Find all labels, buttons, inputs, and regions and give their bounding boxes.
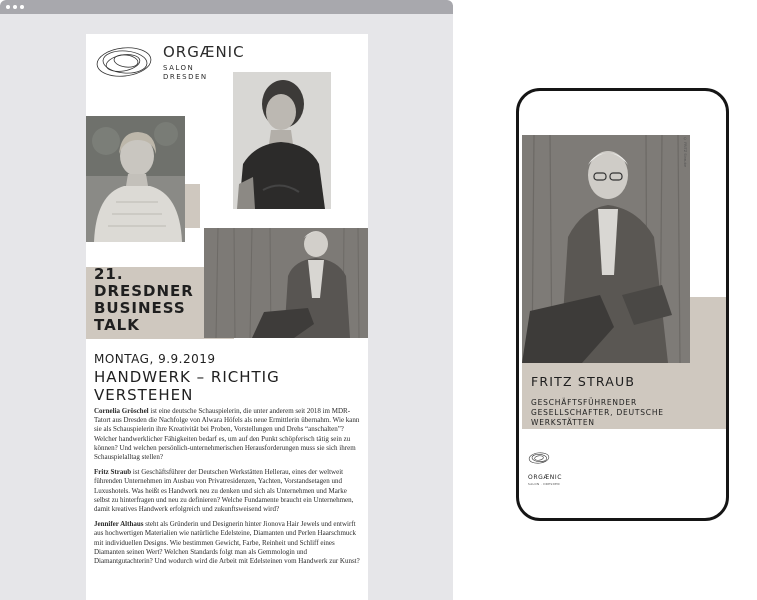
- orgaenic-logo-icon: [94, 42, 154, 82]
- speaker-role: GESCHÄFTSFÜHRENDER GESELLSCHAFTER, DEUTSCHE WERKSTÄTTEN: [531, 398, 664, 427]
- speaker-name: Jennifer Althaus: [94, 520, 144, 529]
- window-dot-icon[interactable]: [6, 5, 10, 9]
- event-title: 21. DRESDNER BUSINESS TALK: [94, 265, 194, 334]
- portrait-fritz-straub: [204, 228, 368, 338]
- photo-credit: © FRITZ Straube: [683, 137, 687, 168]
- orgaenic-logo-icon: [528, 450, 550, 466]
- speaker-name: Cornelia Gröschel: [94, 407, 149, 415]
- portrait-jennifer-althaus: [233, 72, 331, 209]
- portrait-cornelia-groeschel: [86, 116, 185, 242]
- phone-mockup: [516, 88, 729, 521]
- portrait-fritz-straub: [522, 135, 690, 363]
- browser-title-bar: [0, 0, 453, 14]
- window-dot-icon[interactable]: [13, 5, 17, 9]
- speaker-description: steht als Gründerin und Designerin hinter Jionova Hair Jewels und entwirft aus hochwertigen Materialien wie natürliche Edelsteine, Diamanten und Perlen Haarschmuck mit individuellen Designs. Wie bestimmen Gewicht, Farbe, Reinheit und Schliff eines Diamanten seinen Wert? Welchen Standards folgt man als Gemmologin und Diamantgutachterin? Und wodurch wird die Arbeit mit Edelsteinen vom Handwerk zur Kunst?: [94, 520, 360, 566]
- brand-name: ORGÆNIC: [163, 43, 245, 61]
- speaker-description: ist eine deutsche Schauspielerin, die unter anderem seit 2018 im MDR-Tatort aus Dresden die Nachfolge von Alwara Höfels als neue Ermittlerin übernahm. Wie kann sie als Schauspielerin ihre Kreativität bei Proben, Vorstellungen und Drehs “anschalten”? Welcher handwerklicher Fähigkeiten bedarf es, um auf den Punkt schöpferisch tätig sein zu können? Und welchen persönlich-unternehmerischen Herausforderungen muss sie sich ihrem Schauspielalltag stellen?: [94, 407, 360, 462]
- brand-subtitle: SALON · DRESDEN: [528, 482, 560, 486]
- newsletter-body: [94, 407, 360, 572]
- speaker-paragraph: [94, 520, 360, 566]
- brand-subtitle-line: DRESDEN: [163, 73, 208, 81]
- window-dot-icon[interactable]: [20, 5, 24, 9]
- newsletter: [86, 34, 368, 600]
- brand-subtitle-line: SALON: [163, 64, 195, 72]
- speaker-paragraph: [94, 468, 360, 514]
- brand-subtitle: [163, 64, 223, 82]
- speaker-description: ist Geschäftsführer der Deutschen Werkstätten Hellerau, eines der weltweit führenden Unternehmen im Ausbau von Privatresidenzen, Yachten, Vorstandsetagen und Luxushotels. Was heißt es Handwerk neu zu denken und sich als Unternehmen und Marke selbst zu hinterfragen und neu zu definieren? Welche Fundamente braucht ein Unternehmen, damit kreatives Handwerk erfolgreich und zukunftsweisend wird?: [94, 468, 354, 514]
- brand-name: ORGÆNIC: [528, 474, 563, 481]
- speaker-name: Fritz Straub: [94, 468, 132, 477]
- speaker-name: FRITZ STRAUB: [531, 374, 636, 389]
- speaker-paragraph: [94, 407, 360, 462]
- event-date: MONTAG, 9.9.2019: [94, 352, 216, 366]
- event-headline: HANDWERK – RICHTIG VERSTEHEN: [94, 368, 280, 404]
